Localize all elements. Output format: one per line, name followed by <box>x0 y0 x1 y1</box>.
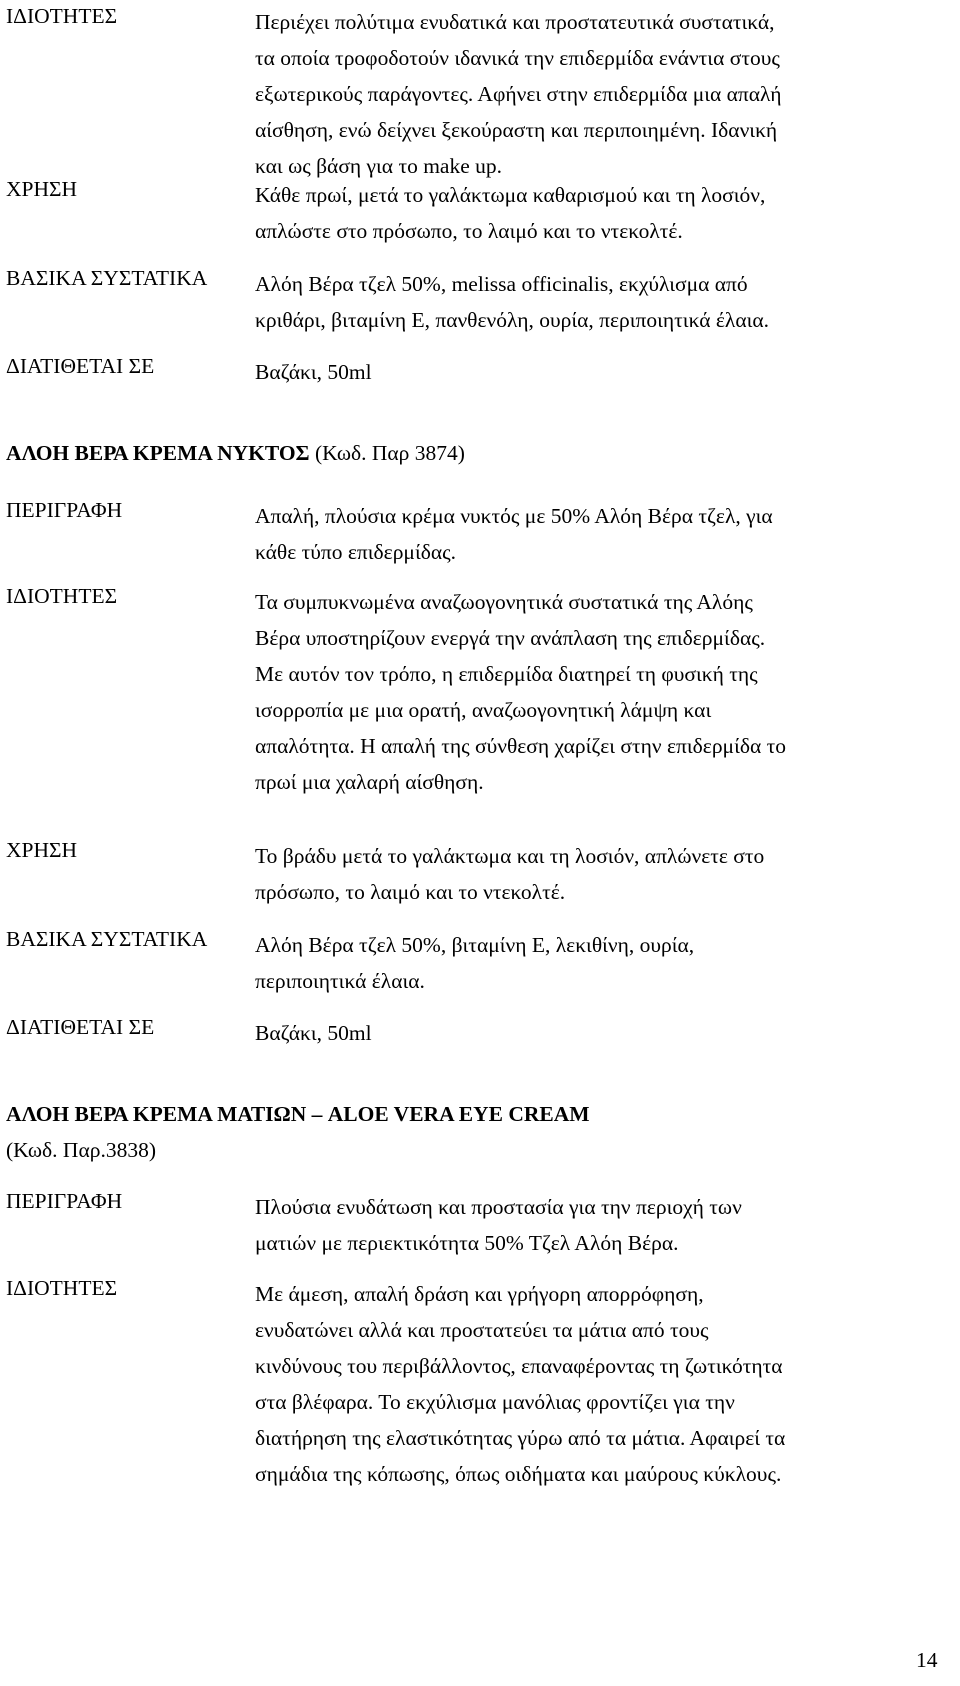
text-line: απλώστε στο πρόσωπο, το λαιμό και το ντεκολτέ. <box>255 219 683 243</box>
text-line: ματιών με περιεκτικότητα 50% Τζελ Αλόη Βέρα. <box>255 1231 679 1255</box>
eye-cream-heading <box>6 1096 936 1168</box>
properties-label: ΙΔΙΟΤΗΤΕΣ <box>6 4 118 28</box>
properties-text <box>255 1276 936 1492</box>
text-line: Κάθε πρωί, μετά το γαλάκτωμα καθαρισμού και τη λοσιόν, <box>255 183 766 207</box>
text-line: κάθε τύπο επιδερμίδας. <box>255 540 457 564</box>
night-cream-code: (Κωδ. Παρ 3874) <box>314 441 465 465</box>
text-line: πρωί μια χαλαρή αίσθηση. <box>255 770 484 794</box>
text-line: στα βλέφαρα. Το εκχύλισμα μανόλιας φροντίζει για την <box>255 1390 735 1414</box>
usage-text <box>255 177 936 249</box>
properties-label: ΙΔΙΟΤΗΤΕΣ <box>6 1276 118 1300</box>
usage-text <box>255 838 936 910</box>
properties-text <box>255 584 936 800</box>
text-line: Το βράδυ μετά το γαλάκτωμα και τη λοσιόν, απλώνετε στο <box>255 844 765 868</box>
text-line: περιποιητικά έλαια. <box>255 969 425 993</box>
text-line: Απαλή, πλούσια κρέμα νυκτός με 50% Αλόη Βέρα τζελ, για <box>255 504 773 528</box>
available-label: ΔΙΑΤΙΘΕΤΑΙ ΣΕ <box>6 1015 155 1039</box>
text-line: ισορροπία με μια ορατή, αναζωογονητική λάμψη και <box>255 698 712 722</box>
text-line: σημάδια της κόπωσης, όπως οιδήματα και μαύρους κύκλους. <box>255 1462 782 1486</box>
text-line: και ως βάση για το make up. <box>255 154 503 178</box>
night-cream-title: ΑΛΟΗ ΒΕΡΑ ΚΡΕΜΑ ΝΥΚΤΟΣ <box>6 441 310 465</box>
text-line: Με άμεση, απαλή δράση και γρήγορη απορρόφηση, <box>255 1282 704 1306</box>
text-line: Αλόη Βέρα τζελ 50%, βιταμίνη Ε, λεκιθίνη, ουρία, <box>255 933 695 957</box>
text-line: κινδύνους του περιβάλλοντος, επαναφέροντας τη ζωτικότητα <box>255 1354 783 1378</box>
available-value: Βαζάκι, 50ml <box>255 360 372 384</box>
description-text <box>255 1189 936 1261</box>
usage-label: ΧΡΗΣΗ <box>6 838 78 862</box>
usage-label: ΧΡΗΣΗ <box>6 177 78 201</box>
text-line: πρόσωπο, το λαιμό και το ντεκολτέ. <box>255 880 566 904</box>
text-line: κριθάρι, βιταμίνη Ε, πανθενόλη, ουρία, περιποιητικά έλαια. <box>255 308 770 332</box>
night-cream-heading <box>6 435 936 471</box>
description-text <box>255 498 936 570</box>
page-number: 14 <box>916 1648 938 1672</box>
ingredients-text <box>255 266 936 338</box>
properties-text <box>255 4 936 184</box>
text-line: αίσθηση, ενώ δείχνει ξεκούραστη και περιποιημένη. Ιδανική <box>255 118 778 142</box>
description-label: ΠΕΡΙΓΡΑΦΗ <box>6 498 123 522</box>
text-line: Περιέχει πολύτιμα ενυδατικά και προστατευτικά συστατικά, <box>255 10 775 34</box>
text-line: απαλότητα. Η απαλή της σύνθεση χαρίζει στην επιδερμίδα το <box>255 734 787 758</box>
ingredients-text <box>255 927 936 999</box>
text-line: Βέρα υποστηρίζουν ενεργά την ανάπλαση της επιδερμίδας. <box>255 626 766 650</box>
text-line: Αλόη Βέρα τζελ 50%, melissa officinalis, εκχύλισμα από <box>255 272 748 296</box>
text-line: Με αυτόν τον τρόπο, η επιδερμίδα διατηρεί τη φυσική της <box>255 662 758 686</box>
available-value: Βαζάκι, 50ml <box>255 1021 372 1045</box>
ingredients-label: ΒΑΣΙΚΑ ΣΥΣΤΑΤΙΚΑ <box>6 266 208 290</box>
available-label: ΔΙΑΤΙΘΕΤΑΙ ΣΕ <box>6 354 155 378</box>
text-line: τα οποία τροφοδοτούν ιδανικά την επιδερμίδα ενάντια στους <box>255 46 780 70</box>
text-line: διατήρηση της ελαστικότητας γύρω από τα μάτια. Αφαιρεί τα <box>255 1426 786 1450</box>
text-line: εξωτερικούς παράγοντες. Αφήνει στην επιδερμίδα μια απαλή <box>255 82 782 106</box>
eye-cream-title: ΑΛΟΗ ΒΕΡΑ ΚΡΕΜΑ ΜΑΤΙΩΝ – ALOE VERA EYE CREAM <box>6 1102 590 1126</box>
text-line: Πλούσια ενυδάτωση και προστασία για την περιοχή των <box>255 1195 742 1219</box>
description-label: ΠΕΡΙΓΡΑΦΗ <box>6 1189 123 1213</box>
text-line: ενυδατώνει αλλά και προστατεύει τα μάτια από τους <box>255 1318 709 1342</box>
text-line: Τα συμπυκνωμένα αναζωογονητικά συστατικά της Αλόης <box>255 590 753 614</box>
properties-label: ΙΔΙΟΤΗΤΕΣ <box>6 584 118 608</box>
eye-cream-code: (Κωδ. Παρ.3838) <box>6 1138 156 1162</box>
ingredients-label: ΒΑΣΙΚΑ ΣΥΣΤΑΤΙΚΑ <box>6 927 208 951</box>
